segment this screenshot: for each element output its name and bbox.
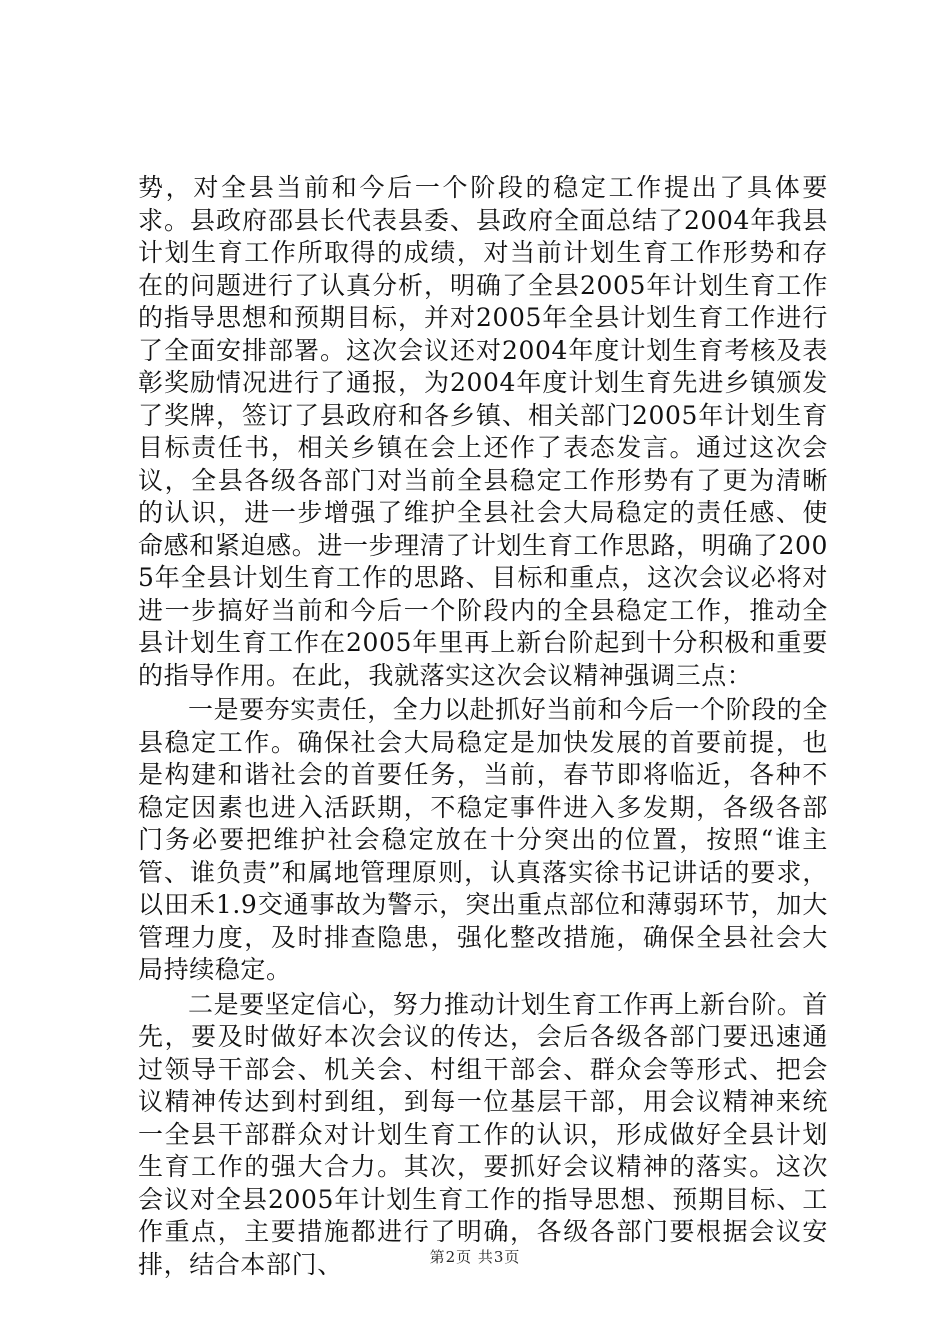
paragraph-1: 势，对全县当前和今后一个阶段的稳定工作提出了具体要求。县政府邵县长代表县委、县政府全面总结了2004年我县计划生育工作所取得的成绩，对当前计划生育工作形势和存在的问题进行了认真分析，明确了全县2005年计划生育工作的指导思想和预期目标，并对2005年全县计划生育工作进行了全面安排部署。这次会议还对2004年度计划生育考核及表彰奖励情况进行了通报，为2004年度计划生育先进乡镇颁发了奖牌，签订了县政府和各乡镇、相关部门2005年计划生育目标责任书，相关乡镇在会上还作了表态发言。通过这次会议，全县各级各部门对当前全县稳定工作形势有了更为清晰的认识，进一步增强了维护全县社会大局稳定的责任感、使命感和紧迫感。进一步理清了计划生育工作思路，明确了2005年全县计划生育工作的思路、目标和重点，这次会议必将对进一步搞好当前和今后一个阶段内的全县稳定工作，推动全县计划生育工作在2005年里再上新台阶起到十分积极和重要的指导作用。在此，我就落实这次会议精神强调三点： bbox=[138, 173, 828, 690]
paragraph-3: 二是要坚定信心，努力推动计划生育工作再上新台阶。首先，要及时做好本次会议的传达，会后各级各部门要迅速通过领导干部会、机关会、村组干部会、群众会等形式、把会议精神传达到村到组，到每一位基层干部，用会议精神来统一全县干部群众对计划生育工作的认识，形成做好全县计划生育工作的强大合力。其次，要抓好会议精神的落实。这次会议对全县2005年计划生育工作的指导思想、预期目标、工作重点，主要措施都进行了明确，各级各部门要根据会议安排，结合本部门、 bbox=[138, 989, 829, 1279]
paragraph-2: 一是要夯实责任，全力以赴抓好当前和今后一个阶段的全县稳定工作。确保社会大局稳定是加快发展的首要前提，也是构建和谐社会的首要任务，当前，春节即将临近，各种不稳定因素也进入活跃期，不稳定事件进入多发期，各级各部门务必要把维护社会稳定放在十分突出的位置，按照“谁主管、谁负责”和属地管理原则，认真落实徐书记讲话的要求，以田禾1.9交通事故为警示，突出重点部位和薄弱环节，加大管理力度，及时排查隐患，强化整改措施，确保全县社会大局持续稳定。 bbox=[138, 695, 829, 984]
page-number-footer: 第2页 共3页 bbox=[429, 1248, 521, 1266]
document-body bbox=[138, 172, 828, 1281]
